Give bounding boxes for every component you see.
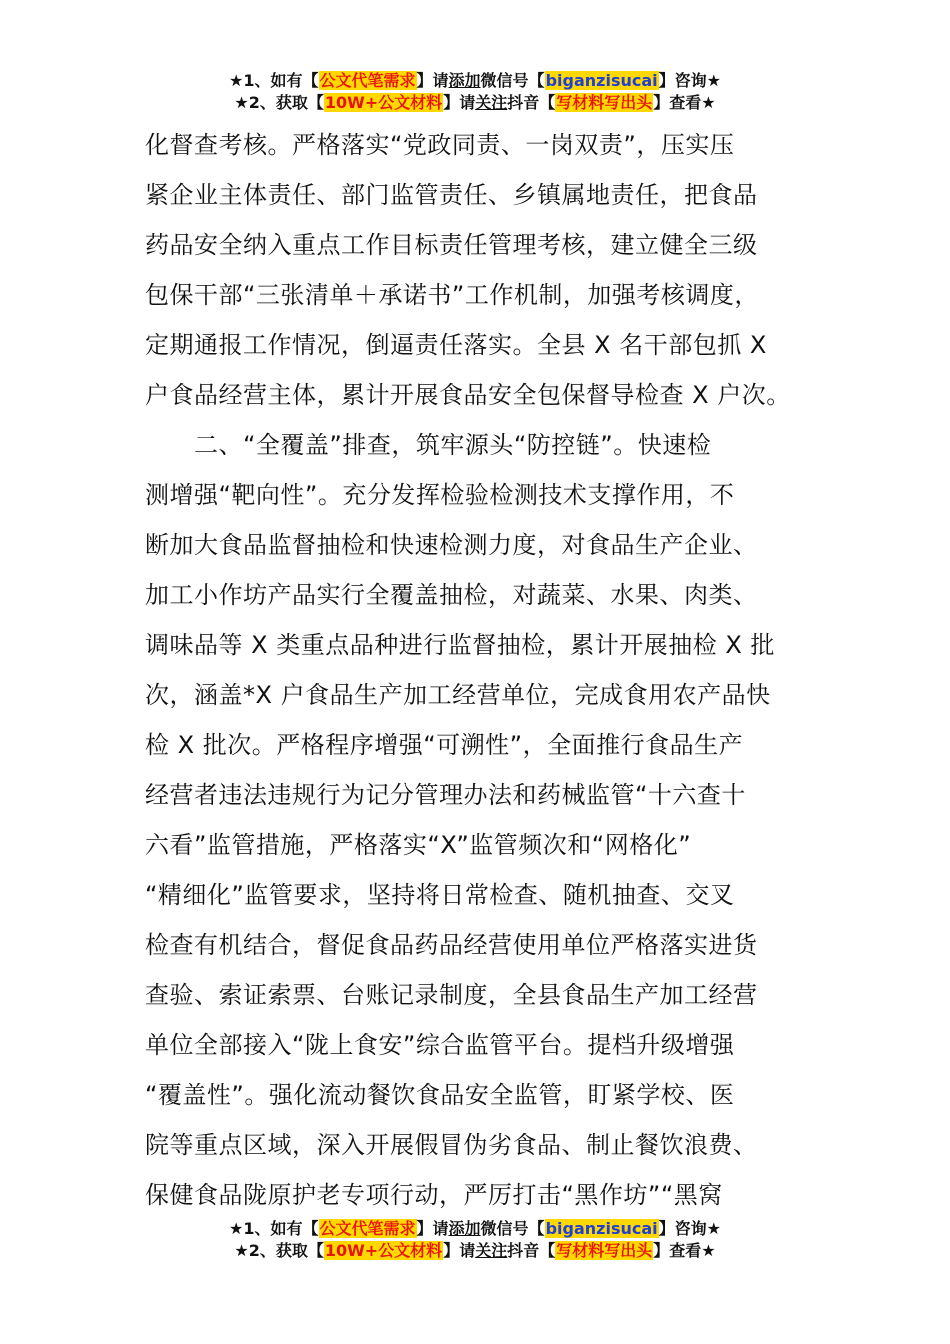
banner-line-2 [0, 1240, 950, 1262]
banner-underlined: 添加 [448, 71, 481, 90]
body-line: 单位全部接入“陇上食安”综合监管平台。提档升级增强 [145, 1031, 735, 1059]
body-line: 紧企业主体责任、部门监管责任、乡镇属地责任，把食品 [145, 181, 758, 209]
body-line: 查验、索证索票、台账记录制度，全县食品生产加工经营 [145, 981, 758, 1009]
banner-text: 】查看★ [653, 1241, 716, 1260]
banner-line-1 [0, 1218, 950, 1240]
banner-text: 】查看★ [653, 93, 716, 112]
banner-line-2 [0, 92, 950, 114]
materials-highlight: 10W+公文材料 [324, 1241, 443, 1260]
body-line: 药品安全纳入重点工作目标责任管理考核，建立健全三级 [145, 231, 758, 259]
banner-text: ★1、如有【 [229, 71, 319, 90]
wechat-id: biganzisucai [545, 71, 658, 90]
body-line: 定期通报工作情况，倒逼责任落实。全县 X 名干部包抓 X [145, 331, 767, 359]
banner-text: ★2、获取【 [234, 93, 324, 112]
banner-text: 抖音【 [507, 1241, 556, 1260]
footer-banner [0, 1218, 950, 1262]
body-line: 断加大食品监督抽检和快速检测力度，对食品生产企业、 [145, 531, 758, 559]
body-line: 检 X 批次。严格程序增强“可溯性”，全面推行食品生产 [145, 731, 744, 759]
body-line: 次，涵盖*X 户食品生产加工经营单位，完成食用农产品快 [145, 681, 771, 709]
service-highlight: 公文代笔需求 [319, 71, 416, 90]
body-line: 院等重点区域，深入开展假冒伪劣食品、制止餐饮浪费、 [145, 1131, 758, 1159]
banner-text: 】请 [443, 1241, 476, 1260]
header-banner [0, 70, 950, 114]
section-heading-line: 二、“全覆盖”排查，筑牢源头“防控链”。快速检 [145, 431, 712, 459]
body-line: 经营者违法违规行为记分管理办法和药械监管“十六查十 [145, 781, 746, 809]
wechat-id: biganzisucai [545, 1219, 658, 1238]
body-line: “精细化”监管要求，坚持将日常检查、随机抽查、交叉 [145, 881, 735, 909]
banner-text: ★2、获取【 [234, 1241, 324, 1260]
document-body [145, 120, 805, 1220]
body-line: 测增强“靶向性”。充分发挥检验检测技术支撑作用，不 [145, 481, 735, 509]
body-line: 保健食品陇原护老专项行动，严厉打击“黑作坊”“黑窝 [145, 1181, 723, 1209]
douyin-highlight: 写材料写出头 [556, 93, 653, 112]
body-line: “覆盖性”。强化流动餐饮食品安全监管，盯紧学校、医 [145, 1081, 735, 1109]
body-line: 调味品等 X 类重点品种进行监督抽检，累计开展抽检 X 批 [145, 631, 775, 659]
banner-underlined: 添加 [448, 1219, 481, 1238]
banner-underlined: 关注 [475, 93, 508, 112]
banner-text: 】咨询★ [658, 1219, 721, 1238]
materials-highlight: 10W+公文材料 [324, 93, 443, 112]
banner-text: 】请 [416, 1219, 449, 1238]
douyin-highlight: 写材料写出头 [556, 1241, 653, 1260]
banner-line-1 [0, 70, 950, 92]
banner-text: 抖音【 [507, 93, 556, 112]
banner-text: ★1、如有【 [229, 1219, 319, 1238]
body-line: 加工小作坊产品实行全覆盖抽检，对蔬菜、水果、肉类、 [145, 581, 758, 609]
body-line: 检查有机结合，督促食品药品经营使用单位严格落实进货 [145, 931, 758, 959]
banner-underlined: 关注 [475, 1241, 508, 1260]
banner-text: 微信号【 [480, 1219, 545, 1238]
body-line: 六看”监管措施，严格落实“X”监管频次和“网格化” [145, 831, 692, 859]
body-line: 户食品经营主体，累计开展食品安全包保督导检查 X 户次。 [145, 381, 791, 409]
body-line: 包保干部“三张清单＋承诺书”工作机制，加强考核调度， [145, 281, 759, 309]
banner-text: 】咨询★ [658, 71, 721, 90]
banner-text: 】请 [443, 93, 476, 112]
body-line: 化督查考核。严格落实“党政同责、一岗双责”，压实压 [145, 131, 735, 159]
banner-text: 微信号【 [480, 71, 545, 90]
service-highlight: 公文代笔需求 [319, 1219, 416, 1238]
banner-text: 】请 [416, 71, 449, 90]
